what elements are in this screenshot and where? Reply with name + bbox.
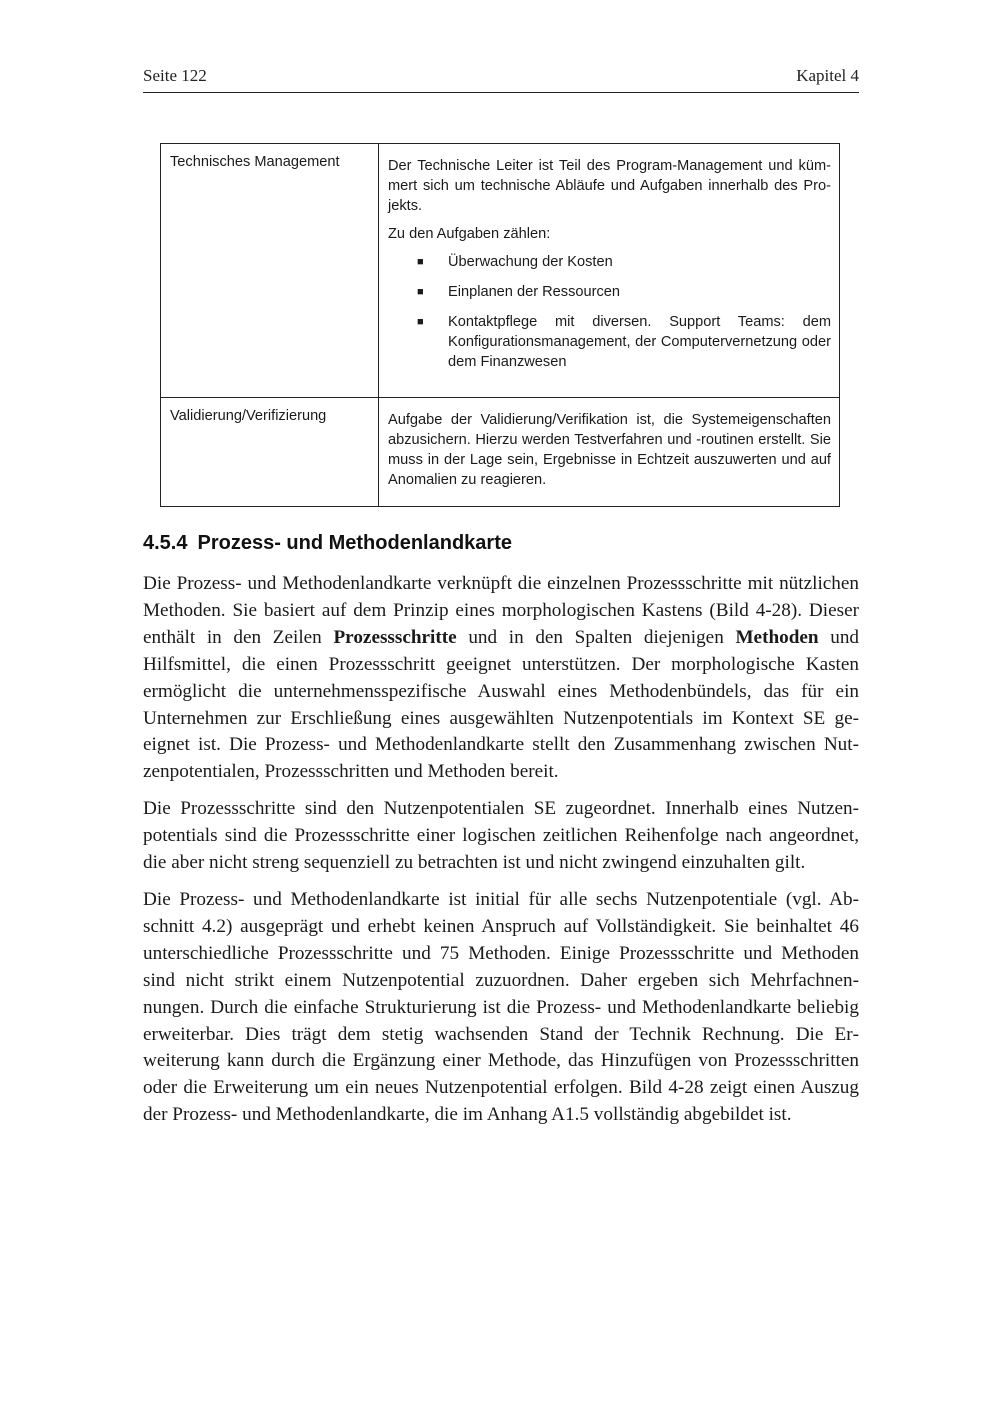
list-item (388, 312, 831, 372)
role-cell: Technisches Management (161, 144, 379, 398)
description-paragraph: Der Technische Leiter ist Teil des Program-Management und kümmert sich um technische Abläufe und Aufgaben innerhalb des Projekts. (388, 158, 831, 214)
section-number: 4.5.4 (143, 532, 188, 554)
bold-term: Prozessschritte (333, 626, 457, 648)
page-number: Seite 122 (143, 66, 207, 85)
chapter-label: Kapitel 4 (796, 66, 859, 85)
role-cell: Validierung/Verifizierung (161, 398, 379, 507)
task-list (388, 252, 831, 372)
square-bullet-icon: ■ (417, 316, 424, 328)
square-bullet-icon: ■ (417, 286, 424, 298)
description-cell (379, 398, 840, 507)
square-bullet-icon: ■ (417, 256, 424, 268)
table-row (161, 144, 840, 398)
table-row (161, 398, 840, 507)
section-heading (143, 532, 512, 555)
list-item (388, 282, 831, 302)
body-paragraph: Die Prozess- und Methodenlandkarte ist initial für alle sechs Nutzenpotentiale (vgl. Abschnitt 4.2) ausgeprägt und erhebt keinen Anspruch auf Vollständigkeit. Sie beinhaltet 46 unterschiedliche Prozessschritte und 75 Methoden. Einige Prozessschritte und Methoden sind nicht strikt einem Nutzenpotential zuzuordnen. Daher ergeben sich Mehrfachnennungen. Durch die einfache Strukturierung ist die Prozess- und Methodenlandkarte beliebig erweiterbar. Dies trägt dem stetig wachsenden Stand der Technik Rechnung. Die Erweiterung kann durch die Ergänzung einer Methode, das Hinzufügen von Prozessschritten oder die Erweiterung um ein neues Nutzenpotential erfolgen. Bild 4-28 zeigt einen Auszug der Prozess- und Methodenlandkarte, die im Anhang A1.5 vollständig abgebildet ist. (143, 888, 859, 1126)
text-run: und in den Spalten diejenigen (456, 626, 736, 648)
list-item (388, 252, 831, 272)
description-paragraph: Aufgabe der Validierung/Verifikation ist, die Systemeigenschaften abzusichern. Hierzu werden Testverfahren und -routinen erstellt. Sie muss in der Lage sein, Ergebnisse in Echtzeit auszuwerten und auf Anomalien zu reagieren. (388, 412, 831, 488)
text-run: und Hilfsmittel, die einen Prozessschritt geeignet unterstützen. Der morphologische Kasten ermöglicht die unternehmensspezifische Auswahl eines Methodenbündels, das für ein Unternehmen zur Erschließung eines ausgewählten Nutzenpotentials im Kontext SE geeignet ist. Die Prozess- und Methodenlandkarte stellt den Zusammenhang zwischen Nutzenpotentialen, Prozessschritten und Methoden bereit. (143, 626, 860, 783)
text-run: Die Prozess- und Methodenlandkarte verknüpft die einzelnen Prozessschritte mit nützlichen Methoden. Sie basiert auf dem Prinzip eines morphologischen Kastens (Bild 4-28). Dieser enthält in den Zeilen (143, 573, 859, 648)
bold-term: Methoden (735, 626, 819, 648)
body-paragraph: Die Prozessschritte sind den Nutzenpotentialen SE zugeordnet. Innerhalb eines Nutzenpotentials sind die Prozessschritte einer logischen zeitlichen Reihenfolge nach angeordnet, die aber nicht streng sequenziell zu betrachten ist und nicht zwingend einzuhalten gilt. (143, 798, 859, 874)
section-title: Prozess- und Methodenlandkarte (197, 532, 512, 554)
description-paragraph: Zu den Aufgaben zählen: (388, 226, 551, 242)
body-text (143, 571, 859, 1139)
list-item-text: Überwachung der Kosten (448, 254, 613, 270)
roles-table (160, 143, 840, 507)
description-cell (379, 144, 840, 398)
body-paragraph (143, 571, 859, 786)
list-item-text: Einplanen der Ressourcen (448, 284, 620, 300)
list-item-text: Kontaktpflege mit diversen. Support Teams: dem Konfigurationsmanagement, der Computervernetzung oder dem Finanzwesen (448, 314, 831, 370)
page-header (143, 64, 859, 93)
